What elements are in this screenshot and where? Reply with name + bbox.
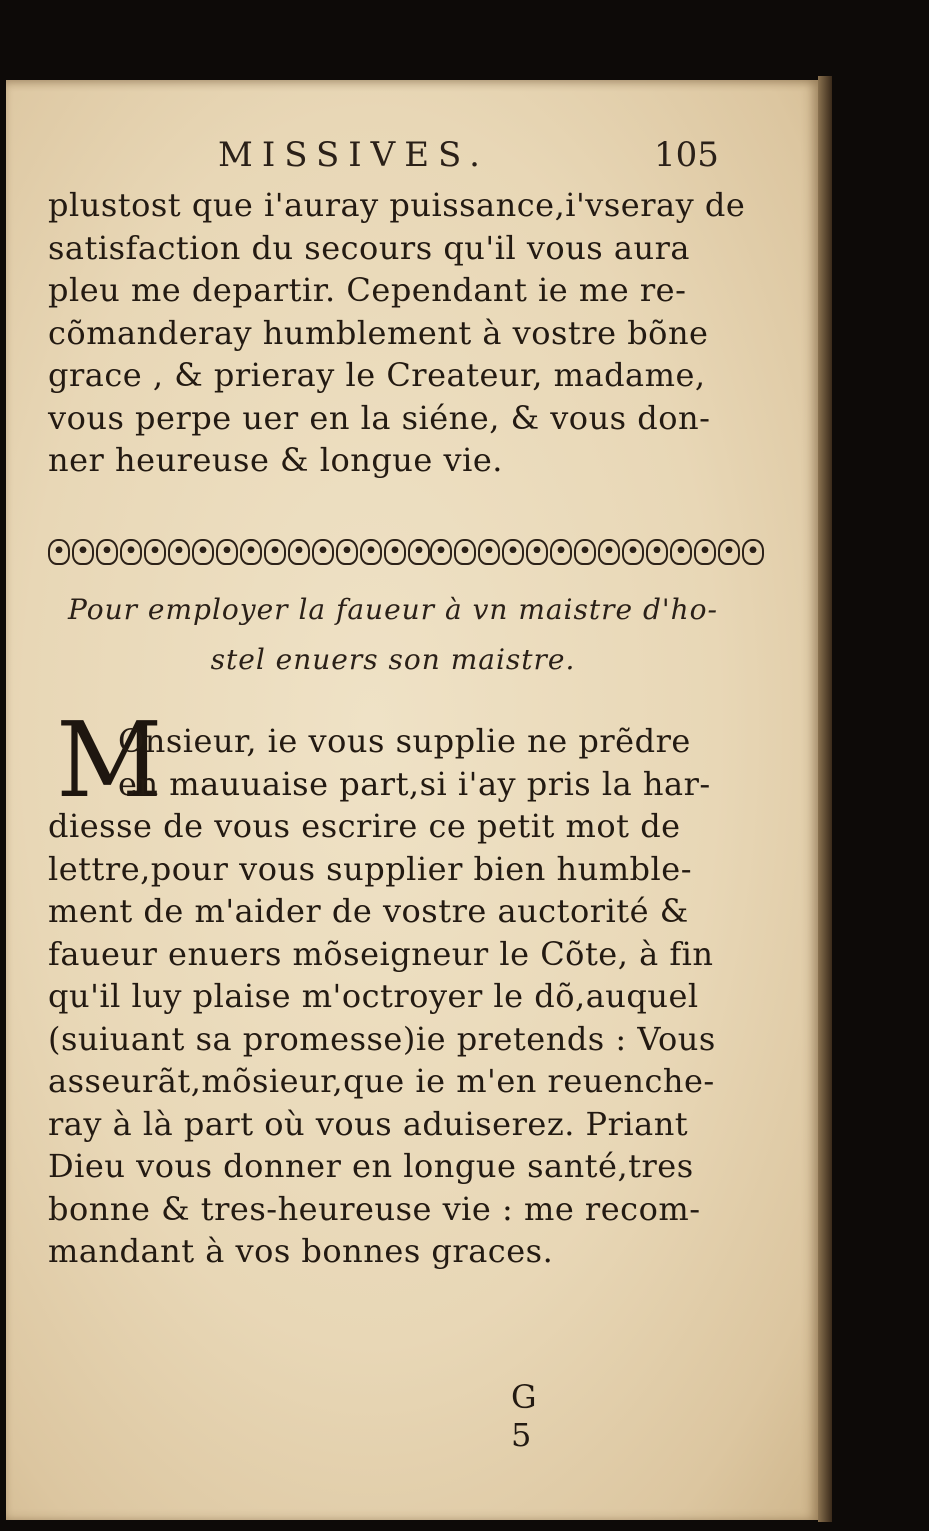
letter-heading <box>48 585 738 685</box>
text-line: cõmanderay humblement à vostre bõne <box>48 313 709 352</box>
text-line: ner heureuse & longue vie. <box>48 441 503 479</box>
book-page <box>6 80 818 1520</box>
text-line: lettre,pour vous supplier bien humble- <box>48 849 693 888</box>
page-edge <box>818 76 832 1522</box>
text-line: diesse de vous escrire ce petit mot de <box>48 807 681 845</box>
text-line: faueur enuers mõseigneur le Cõte, à fin <box>48 934 714 973</box>
drop-cap-initial: M <box>56 699 163 821</box>
page-number: 105 <box>654 135 719 175</box>
heading-line: Pour employer la faueur à vn maistre d'ho- <box>68 593 718 626</box>
signature-mark: G 5 <box>511 1378 561 1454</box>
ornament-left <box>48 539 430 565</box>
ornament-right <box>430 539 764 565</box>
running-head <box>6 135 818 175</box>
text-line: asseurãt,mõsieur,que ie m'en reuenche- <box>48 1062 715 1100</box>
text-line: en mauuaise part,si i'ay pris la har- <box>118 764 711 803</box>
text-line: plustost que i'auray puissance,i'vseray de <box>48 186 746 224</box>
running-title: MISSIVES. <box>218 135 489 175</box>
text-line: pleu me departir. Cependant ie me re- <box>48 271 687 309</box>
text-line: qu'il luy plaise m'octroyer le dõ,auquel <box>48 977 699 1015</box>
text-line: vous perpe uer en la siéne, & vous don- <box>48 398 711 437</box>
text-line: grace , & prieray le Createur, madame, <box>48 356 706 394</box>
text-line: ment de m'aider de vostre auctorité & <box>48 892 689 930</box>
text-line: (suiuant sa promesse)ie pretends : Vous <box>48 1019 716 1058</box>
text-line: satisfaction du secours qu'il vous aura <box>48 228 690 267</box>
text-line: Onsieur, ie vous supplie ne prẽdre <box>118 722 691 760</box>
text-line: mandant à vos bonnes graces. <box>48 1232 554 1270</box>
letter-body <box>48 720 748 1273</box>
text-line: ray à là part où vous aduiserez. Priant <box>48 1104 689 1143</box>
previous-letter-ending <box>48 184 748 482</box>
printers-ornament-band <box>48 535 718 569</box>
text-line: bonne & tres-heureuse vie : me recom- <box>48 1189 701 1228</box>
heading-line: stel enuers son maistre. <box>210 643 576 676</box>
text-line: Dieu vous donner en longue santé,tres <box>48 1147 694 1185</box>
